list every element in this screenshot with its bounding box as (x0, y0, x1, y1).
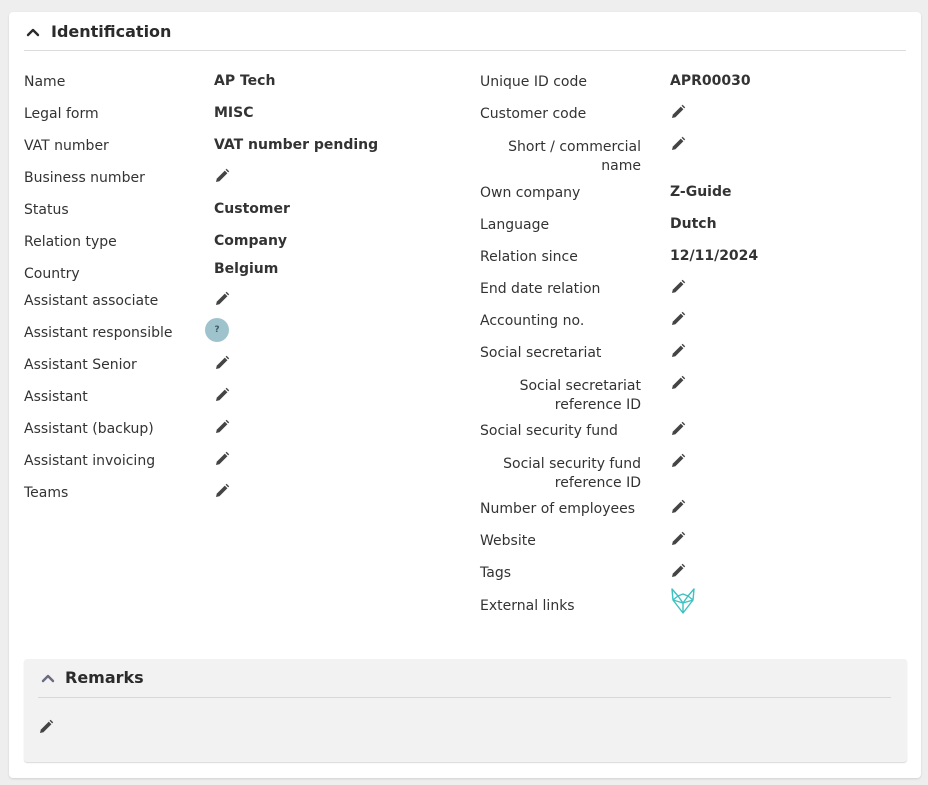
edit-assistant-pencil-icon[interactable] (214, 387, 230, 403)
identification-header[interactable] (24, 12, 906, 51)
label-assistant-senior: Assistant Senior (24, 357, 137, 373)
label-relation-type: Relation type (24, 234, 117, 250)
edit-website-pencil-icon[interactable] (670, 531, 686, 547)
edit-end-date-relation-pencil-icon[interactable] (670, 279, 686, 295)
label-name: Name (24, 74, 66, 90)
value-relation-type: Company (214, 233, 288, 249)
label-assistant-responsible: Assistant responsible (24, 325, 173, 341)
label-country: Country (24, 266, 80, 282)
edit-social-secretariat-pencil-icon[interactable] (670, 343, 686, 359)
label-customer-code: Customer code (480, 106, 587, 122)
label-relation-since: Relation since (480, 249, 578, 265)
edit-social-secretariat-reference-id-pencil-icon[interactable] (670, 375, 686, 391)
label-teams: Teams (24, 485, 69, 501)
edit-short-commercial-name-pencil-icon[interactable] (670, 136, 686, 152)
value-unique-id-code: APR00030 (670, 73, 751, 89)
label-number-of-employees: Number of employees (480, 501, 636, 517)
edit-assistant-associate-pencil-icon[interactable] (214, 291, 230, 307)
chevron-up-icon[interactable] (41, 671, 55, 685)
value-legal-form: MISC (214, 105, 254, 121)
label-accounting-no: Accounting no. (480, 313, 585, 329)
edit-business-number-pencil-icon[interactable] (214, 168, 230, 184)
value-relation-since: 12/11/2024 (670, 248, 759, 264)
label-end-date-relation: End date relation (480, 281, 601, 297)
edit-customer-code-pencil-icon[interactable] (670, 104, 686, 120)
label-assistant-invoicing: Assistant invoicing (24, 453, 156, 469)
label-legal-form: Legal form (24, 106, 99, 122)
label-short-commercial-name: Short / commercial name (508, 139, 641, 174)
fox-logo-icon[interactable] (670, 587, 696, 615)
label-status: Status (24, 202, 69, 218)
label-assistant-associate: Assistant associate (24, 293, 159, 309)
chevron-up-icon[interactable] (26, 25, 40, 39)
value-status: Customer (214, 201, 290, 217)
value-name: AP Tech (214, 73, 276, 89)
edit-social-security-fund-pencil-icon[interactable] (670, 421, 686, 437)
edit-assistant-backup-pencil-icon[interactable] (214, 419, 230, 435)
section-title: Identification (51, 22, 172, 41)
edit-social-security-fund-reference-id-pencil-icon[interactable] (670, 453, 686, 469)
value-vat-number: VAT number pending (214, 137, 379, 153)
label-tags: Tags (480, 565, 511, 581)
label-own-company: Own company (480, 185, 581, 201)
label-website: Website (480, 533, 536, 549)
edit-assistant-senior-pencil-icon[interactable] (214, 355, 230, 371)
question-avatar-icon[interactable]: ? (205, 318, 229, 342)
value-country: Belgium (214, 261, 279, 277)
edit-remarks-pencil-icon[interactable] (38, 719, 54, 735)
label-social-security-fund-reference-id: Social security fund reference ID (503, 456, 641, 491)
remarks-title: Remarks (65, 668, 144, 687)
value-language: Dutch (670, 216, 717, 232)
remarks-panel (24, 659, 907, 762)
label-assistant: Assistant (24, 389, 88, 405)
identification-card (9, 12, 921, 778)
label-vat-number: VAT number (24, 138, 109, 154)
remarks-header[interactable] (38, 659, 891, 698)
label-social-secretariat: Social secretariat (480, 345, 602, 361)
value-own-company: Z-Guide (670, 184, 732, 200)
edit-tags-pencil-icon[interactable] (670, 563, 686, 579)
label-social-security-fund: Social security fund (480, 423, 618, 439)
label-assistant-backup: Assistant (backup) (24, 421, 154, 437)
label-social-secretariat-reference-id: Social secretariat reference ID (519, 378, 641, 413)
label-unique-id-code: Unique ID code (480, 74, 587, 90)
edit-accounting-no-pencil-icon[interactable] (670, 311, 686, 327)
label-business-number: Business number (24, 170, 145, 186)
edit-teams-pencil-icon[interactable] (214, 483, 230, 499)
edit-assistant-invoicing-pencil-icon[interactable] (214, 451, 230, 467)
edit-number-of-employees-pencil-icon[interactable] (670, 499, 686, 515)
label-external-links: External links (480, 598, 575, 614)
label-language: Language (480, 217, 550, 233)
